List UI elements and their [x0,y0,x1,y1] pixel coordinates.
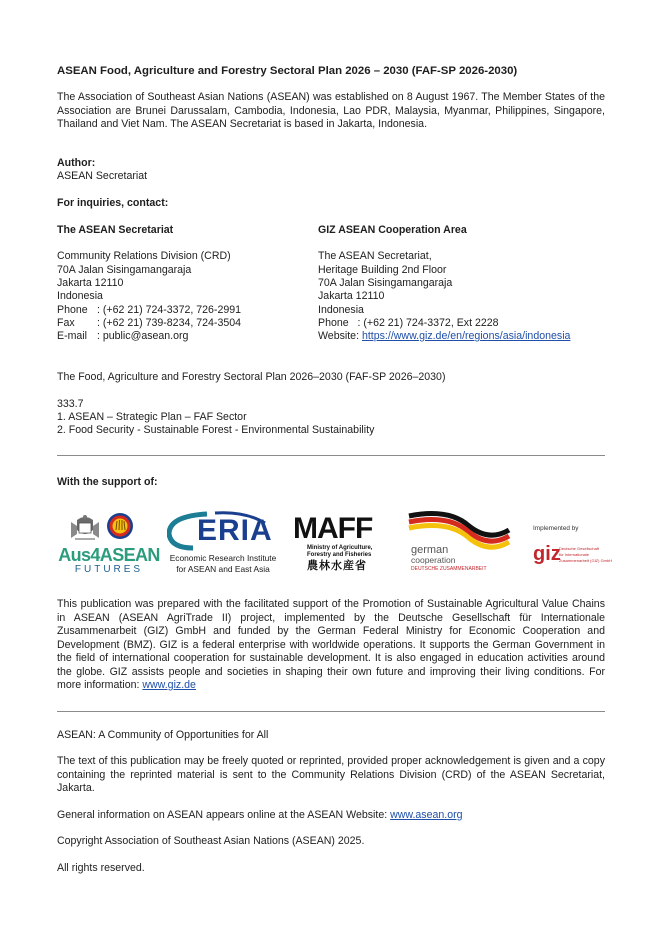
giz-contact-line: The ASEAN Secretariat, [318,250,432,262]
asean-contact-line: 70A Jalan Sisingamangaraja [57,264,192,276]
phone-value: : (+62 21) 724-3372, 726-2991 [97,304,242,316]
copyright: Copyright Association of Southeast Asian Nations (ASEAN) 2025. [57,835,365,847]
author-heading: Author: [57,157,96,169]
giz-website [318,330,570,344]
giz-implemented-label: Implemented by [533,525,579,532]
german-line2: cooperation [411,555,456,565]
publication-text: This publication was prepared with the facilitated support of the Promotion of Sustainable Agricultural Value Chains in ASEAN (ASEAN AgriTrade II) project, implemented by the Deutsche Gesellschaft für Internationale Zusammenarbeit (GIZ) GmbH and funded by the German Federal Ministry for Economic Cooperation and Development (BMZ). GIZ is a federal enterprise with worldwide operations. It supports the German Government in the field of international cooperation for sustainable development. It is also engaged in education activities around the globe. GIZ assists people and societies in shaping their own future and improving their living conditions. For more information: [57,598,605,691]
general-info [57,809,463,823]
giz-contact-heading: GIZ ASEAN Cooperation Area [318,224,467,236]
asean-fax [57,317,241,331]
giz-contact-line: Jakarta 12110 [318,290,385,302]
giz-contact-line: 70A Jalan Sisingamangaraja [318,277,453,289]
giz-contact-line: Heritage Building 2nd Floor [318,264,447,276]
maff-wordmark: MAFF [293,512,373,545]
catalog-number: 333.7 [57,398,84,410]
author-name: ASEAN Secretariat [57,170,148,182]
asean-email [57,330,188,344]
intro-paragraph: The Association of Southeast Asian Nations (ASEAN) was established on 8 August 1967. The Member States of the Association are Brunei Darussalam, Cambodia, Indonesia, Lao PDR, Malaysia, Myanmar, Philippines, Singapore, Thailand and Viet Nam. The ASEAN Secretariat is based in Jakarta, Indonesia. [57,91,605,130]
community-line: ASEAN: A Community of Opportunities for All [57,729,269,741]
fax-label: Fax [57,317,75,329]
page-title: ASEAN Food, Agriculture and Forestry Sectoral Plan 2026 – 2030 (FAF-SP 2026-2030) [57,65,518,77]
divider [57,455,605,456]
maff-sub1: Ministry of Agriculture, [307,545,373,551]
catalog-title: The Food, Agriculture and Forestry Sectoral Plan 2026–2030 (FAF-SP 2026–2030) [57,371,446,383]
divider [57,711,605,712]
giz-small1: Deutsche Gesellschaft [559,546,600,551]
catalog-subject: 1. ASEAN – Strategic Plan – FAF Sector [57,411,247,423]
general-info-text: General information on ASEAN appears online at the ASEAN Website: [57,809,391,821]
giz-wordmark: giz [533,543,561,565]
eria-wordmark: ERIA [197,514,273,547]
publication-paragraph [57,598,605,693]
asean-contact-line: Community Relations Division (CRD) [57,250,231,262]
support-heading: With the support of: [57,476,158,488]
maff-sub2: Forestry and Fisheries [307,552,372,558]
giz-contact-line: Indonesia [318,304,364,316]
inquiries-heading: For inquiries, contact: [57,197,169,209]
giz-small3: Zusammenarbeit (GIZ) GmbH [559,558,613,563]
maff-japanese: 農林水産省 [307,560,367,572]
giz-phone: Phone : (+62 21) 724-3372, Ext 2228 [318,317,499,329]
email-value: : public@asean.org [97,330,189,342]
partner-logos [57,510,613,580]
email-label: E-mail [57,330,88,342]
asean-contact-line: Jakarta 12110 [57,277,124,289]
aus4asean-sub: FUTURES [74,564,144,575]
website-label: Website: [318,330,362,342]
asean-website-link[interactable]: www.asean.org [390,809,463,821]
eria-sub2: for ASEAN and East Asia [176,564,270,574]
fax-value: : (+62 21) 739-8234, 724-3504 [97,317,242,329]
german-line3: DEUTSCHE ZUSAMMENARBEIT [411,566,487,572]
giz-link[interactable]: www.giz.de [142,679,196,691]
german-line1: german [411,544,449,556]
asean-contact-line: Indonesia [57,290,103,302]
phone-label: Phone [57,304,88,316]
aus4asean-wordmark: Aus4ASEAN [58,545,160,565]
reprint-paragraph: The text of this publication may be freely quoted or reprinted, provided proper acknowledgement is given and a copy containing the reprinted material is sent to the Community Relations Division (CRD) of the ASEAN Secretariat, Jakarta. [57,755,605,794]
giz-website-link[interactable]: https://www.giz.de/en/regions/asia/indonesia [361,330,571,342]
catalog-subject: 2. Food Security - Sustainable Forest - Environmental Sustainability [57,424,375,436]
rights: All rights reserved. [57,862,145,874]
eria-sub1: Economic Research Institute [169,553,277,563]
giz-small2: für Internationale [559,552,590,557]
asean-phone [57,304,241,318]
asean-contact-heading: The ASEAN Secretariat [57,224,174,236]
